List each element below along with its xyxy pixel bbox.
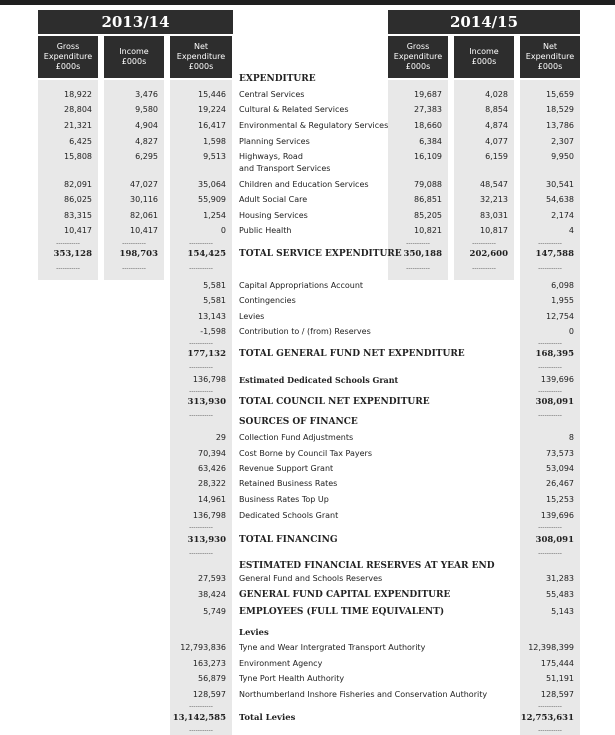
total-service-n2: 147,588 xyxy=(535,249,574,259)
levy-1314: 128,597 xyxy=(192,690,226,699)
dash-separator: ----------- xyxy=(122,265,146,272)
service-value-g2: 86,851 xyxy=(414,195,442,204)
employees-heading: EMPLOYEES (FULL TIME EQUIVALENT) xyxy=(239,607,445,617)
other-value-1415: 1,955 xyxy=(551,296,574,305)
dash-separator: ----------- xyxy=(189,703,213,710)
levy-1314: 163,273 xyxy=(192,659,226,668)
header-gross-1415 xyxy=(388,36,448,78)
levy-row-label: Environment Agency xyxy=(239,659,323,668)
total-service-g2: 350,188 xyxy=(403,249,442,259)
service-value-g1: 6,425 xyxy=(69,137,92,146)
service-value-i2: 6,159 xyxy=(485,152,508,161)
finance-value-1415: 8 xyxy=(568,433,574,442)
service-value-g2: 19,687 xyxy=(414,90,442,99)
service-value-n1: 55,909 xyxy=(198,195,226,204)
service-row-label: Children and Education Services xyxy=(239,180,369,189)
service-value-n2: 15,659 xyxy=(546,90,574,99)
service-value-n1: 16,417 xyxy=(198,121,226,130)
dash-separator: ----------- xyxy=(189,265,213,272)
service-row-label: Environmental & Regulatory Services xyxy=(239,121,389,130)
dash-separator: ----------- xyxy=(538,703,562,710)
capital-heading: GENERAL FUND CAPITAL EXPENDITURE xyxy=(239,590,451,600)
service-value-n1: 9,513 xyxy=(203,152,226,161)
service-value-i2: 4,874 xyxy=(485,121,508,130)
service-value-g2: 16,109 xyxy=(414,152,442,161)
service-row-label: Public Health xyxy=(239,226,292,235)
year-2013-14: 2013/14 xyxy=(38,10,233,34)
dash-separator: ----------- xyxy=(538,340,562,347)
total-service-i1: 198,703 xyxy=(119,249,158,259)
finance-value-1415: 53,094 xyxy=(546,464,574,473)
service-value-g2: 85,205 xyxy=(414,211,442,220)
finance-value-1314: 63,426 xyxy=(198,464,226,473)
total-financing-label: TOTAL FINANCING xyxy=(239,535,338,545)
header-text: Income £000s xyxy=(469,47,499,66)
employees-1314: 5,749 xyxy=(203,607,226,616)
dash-separator: ----------- xyxy=(406,240,430,247)
service-value-i1: 3,476 xyxy=(135,90,158,99)
service-value-n2: 30,541 xyxy=(546,180,574,189)
header-income-1314 xyxy=(104,36,164,78)
finance-value-1314: 29 xyxy=(215,433,226,442)
total-service-n1: 154,425 xyxy=(187,249,226,259)
levy-row-label: Tyne Port Health Authority xyxy=(239,674,345,683)
service-value-n2: 18,529 xyxy=(546,105,574,114)
dash-separator: ----------- xyxy=(538,388,562,395)
service-row-label: Planning Services xyxy=(239,137,310,146)
service-row-label-line2: and Transport Services xyxy=(239,164,331,173)
levy-1314: 56,879 xyxy=(198,674,226,683)
service-row-label: Highways, Road xyxy=(239,152,303,161)
service-value-g2: 10,821 xyxy=(414,226,442,235)
finance-value-1314: 14,961 xyxy=(198,495,226,504)
levy-1314: 12,793,836 xyxy=(180,643,226,652)
service-value-g2: 6,384 xyxy=(419,137,442,146)
total-service-label: TOTAL SERVICE EXPENDITURE xyxy=(239,249,402,259)
other-row-label: Capital Appropriations Account xyxy=(239,281,364,290)
employees-1415: 5,143 xyxy=(551,607,574,616)
service-value-g1: 10,417 xyxy=(64,226,92,235)
total-gf-1314: 177,132 xyxy=(187,349,226,359)
total-levies-label: Total Levies xyxy=(239,713,296,723)
finance-value-1415: 15,253 xyxy=(546,495,574,504)
band-net-1415 xyxy=(520,80,580,735)
finance-value-1415: 26,467 xyxy=(546,479,574,488)
total-gf-label: TOTAL GENERAL FUND NET EXPENDITURE xyxy=(239,349,465,359)
capital-1314: 38,424 xyxy=(198,590,226,599)
header-income-1415 xyxy=(454,36,514,78)
finance-row-label: Retained Business Rates xyxy=(239,479,338,488)
header-text: Net Expenditure £000s xyxy=(525,42,575,71)
service-value-i1: 47,027 xyxy=(130,180,158,189)
levy-1415: 128,597 xyxy=(540,690,574,699)
service-value-i2: 10,817 xyxy=(480,226,508,235)
service-value-g2: 27,383 xyxy=(414,105,442,114)
dash-separator: ----------- xyxy=(406,265,430,272)
dash-separator: ----------- xyxy=(189,412,213,419)
dash-separator: ----------- xyxy=(189,524,213,531)
service-value-n1: 1,598 xyxy=(203,137,226,146)
other-value-1314: -1,598 xyxy=(200,327,226,336)
service-value-i2: 4,077 xyxy=(485,137,508,146)
service-value-n1: 15,446 xyxy=(198,90,226,99)
other-row-label: Contribution to / (from) Reserves xyxy=(239,327,371,336)
total-council-1415: 308,091 xyxy=(535,397,574,407)
dash-separator: ----------- xyxy=(189,727,213,734)
service-value-n2: 13,786 xyxy=(546,121,574,130)
service-value-g1: 21,321 xyxy=(64,121,92,130)
dsg-1415: 139,696 xyxy=(540,375,574,384)
dash-separator: ----------- xyxy=(538,524,562,531)
dash-separator: ----------- xyxy=(538,550,562,557)
service-value-g1: 86,025 xyxy=(64,195,92,204)
dash-separator: ----------- xyxy=(122,240,146,247)
levy-1415: 51,191 xyxy=(546,674,574,683)
band-net-1314 xyxy=(170,80,232,735)
total-financing-1314: 313,930 xyxy=(187,535,226,545)
reserves-row-label: General Fund and Schools Reserves xyxy=(239,574,383,583)
header-net-1415 xyxy=(520,36,580,78)
service-value-g1: 28,804 xyxy=(64,105,92,114)
other-value-1314: 5,581 xyxy=(203,296,226,305)
finance-row-label: Revenue Support Grant xyxy=(239,464,334,473)
service-value-n1: 35,064 xyxy=(198,180,226,189)
other-value-1314: 5,581 xyxy=(203,281,226,290)
dash-separator: ----------- xyxy=(56,265,80,272)
finance-value-1314: 70,394 xyxy=(198,449,226,458)
service-value-i1: 10,417 xyxy=(130,226,158,235)
finance-value-1314: 136,798 xyxy=(192,511,226,520)
service-value-g1: 83,315 xyxy=(64,211,92,220)
dsg-label: Estimated Dedicated Schools Grant xyxy=(239,375,399,385)
header-text: Gross Expenditure £000s xyxy=(43,42,93,71)
dash-separator: ----------- xyxy=(538,265,562,272)
total-council-label: TOTAL COUNCIL NET EXPENDITURE xyxy=(239,397,430,407)
other-value-1415: 12,754 xyxy=(546,312,574,321)
finance-value-1415: 139,696 xyxy=(540,511,574,520)
total-financing-1415: 308,091 xyxy=(535,535,574,545)
service-value-i1: 6,295 xyxy=(135,152,158,161)
total-service-g1: 353,128 xyxy=(53,249,92,259)
service-value-n2: 4 xyxy=(568,226,574,235)
service-value-i1: 4,904 xyxy=(135,121,158,130)
total-levies-1415: 12,753,631 xyxy=(520,713,574,723)
dsg-1314: 136,798 xyxy=(192,375,226,384)
service-value-i1: 9,580 xyxy=(135,105,158,114)
dash-separator: ----------- xyxy=(189,240,213,247)
dash-separator: ----------- xyxy=(56,240,80,247)
other-value-1415: 0 xyxy=(568,327,574,336)
service-row-label: Central Services xyxy=(239,90,305,99)
service-value-n2: 54,638 xyxy=(546,195,574,204)
service-row-label: Adult Social Care xyxy=(239,195,308,204)
header-text: Gross Expenditure £000s xyxy=(393,42,443,71)
header-text: Net Expenditure £000s xyxy=(176,42,226,71)
other-row-label: Levies xyxy=(239,312,265,321)
header-gross-1314 xyxy=(38,36,98,78)
total-levies-1314: 13,142,585 xyxy=(172,713,226,723)
year-2014-15: 2014/15 xyxy=(388,10,580,34)
dash-separator: ----------- xyxy=(189,340,213,347)
service-value-n1: 1,254 xyxy=(203,211,226,220)
finance-row-label: Business Rates Top Up xyxy=(239,495,329,504)
service-value-i2: 4,028 xyxy=(485,90,508,99)
levy-1415: 12,398,399 xyxy=(528,643,574,652)
dash-separator: ----------- xyxy=(538,240,562,247)
capital-1415: 55,483 xyxy=(546,590,574,599)
dash-separator: ----------- xyxy=(538,412,562,419)
service-value-g1: 18,922 xyxy=(64,90,92,99)
service-value-i2: 8,854 xyxy=(485,105,508,114)
other-row-label: Contingencies xyxy=(239,296,296,305)
dash-separator: ----------- xyxy=(472,240,496,247)
service-value-g2: 18,660 xyxy=(414,121,442,130)
levies-heading: Levies xyxy=(239,628,269,638)
finance-value-1415: 73,573 xyxy=(546,449,574,458)
reserves-1415: 31,283 xyxy=(546,574,574,583)
service-value-i1: 30,116 xyxy=(130,195,158,204)
service-value-n2: 2,307 xyxy=(551,137,574,146)
service-value-i2: 48,547 xyxy=(480,180,508,189)
dash-separator: ----------- xyxy=(189,388,213,395)
top-rule xyxy=(0,0,615,5)
levy-1415: 175,444 xyxy=(540,659,574,668)
service-value-i2: 32,213 xyxy=(480,195,508,204)
reserves-1314: 27,593 xyxy=(198,574,226,583)
levy-row-label: Tyne and Wear Intergrated Transport Authority xyxy=(239,643,426,652)
header-text: Income £000s xyxy=(119,47,149,66)
finance-value-1314: 28,322 xyxy=(198,479,226,488)
reserves-heading: ESTIMATED FINANCIAL RESERVES AT YEAR END xyxy=(239,561,495,571)
service-value-n2: 2,174 xyxy=(551,211,574,220)
service-value-g1: 82,091 xyxy=(64,180,92,189)
service-value-i1: 82,061 xyxy=(130,211,158,220)
finance-row-label: Dedicated Schools Grant xyxy=(239,511,339,520)
service-row-label: Housing Services xyxy=(239,211,308,220)
expenditure-heading: EXPENDITURE xyxy=(239,74,316,84)
other-value-1415: 6,098 xyxy=(551,281,574,290)
dash-separator: ----------- xyxy=(538,727,562,734)
total-service-i2: 202,600 xyxy=(469,249,508,259)
dash-separator: ----------- xyxy=(189,364,213,371)
service-value-n1: 19,224 xyxy=(198,105,226,114)
finance-row-label: Collection Fund Adjustments xyxy=(239,433,354,442)
service-row-label: Cultural & Related Services xyxy=(239,105,349,114)
finance-row-label: Cost Borne by Council Tax Payers xyxy=(239,449,372,458)
dash-separator: ----------- xyxy=(538,364,562,371)
dash-separator: ----------- xyxy=(472,265,496,272)
service-value-i1: 4,827 xyxy=(135,137,158,146)
service-value-g2: 79,088 xyxy=(414,180,442,189)
total-council-1314: 313,930 xyxy=(187,397,226,407)
total-gf-1415: 168,395 xyxy=(535,349,574,359)
service-value-i2: 83,031 xyxy=(480,211,508,220)
service-value-n2: 9,950 xyxy=(551,152,574,161)
service-value-n1: 0 xyxy=(220,226,226,235)
other-value-1314: 13,143 xyxy=(198,312,226,321)
dash-separator: ----------- xyxy=(189,550,213,557)
header-net-1314 xyxy=(170,36,232,78)
sources-heading: SOURCES OF FINANCE xyxy=(239,417,358,427)
levy-row-label: Northumberland Inshore Fisheries and Conservation Authority xyxy=(239,690,488,699)
service-value-g1: 15,808 xyxy=(64,152,92,161)
